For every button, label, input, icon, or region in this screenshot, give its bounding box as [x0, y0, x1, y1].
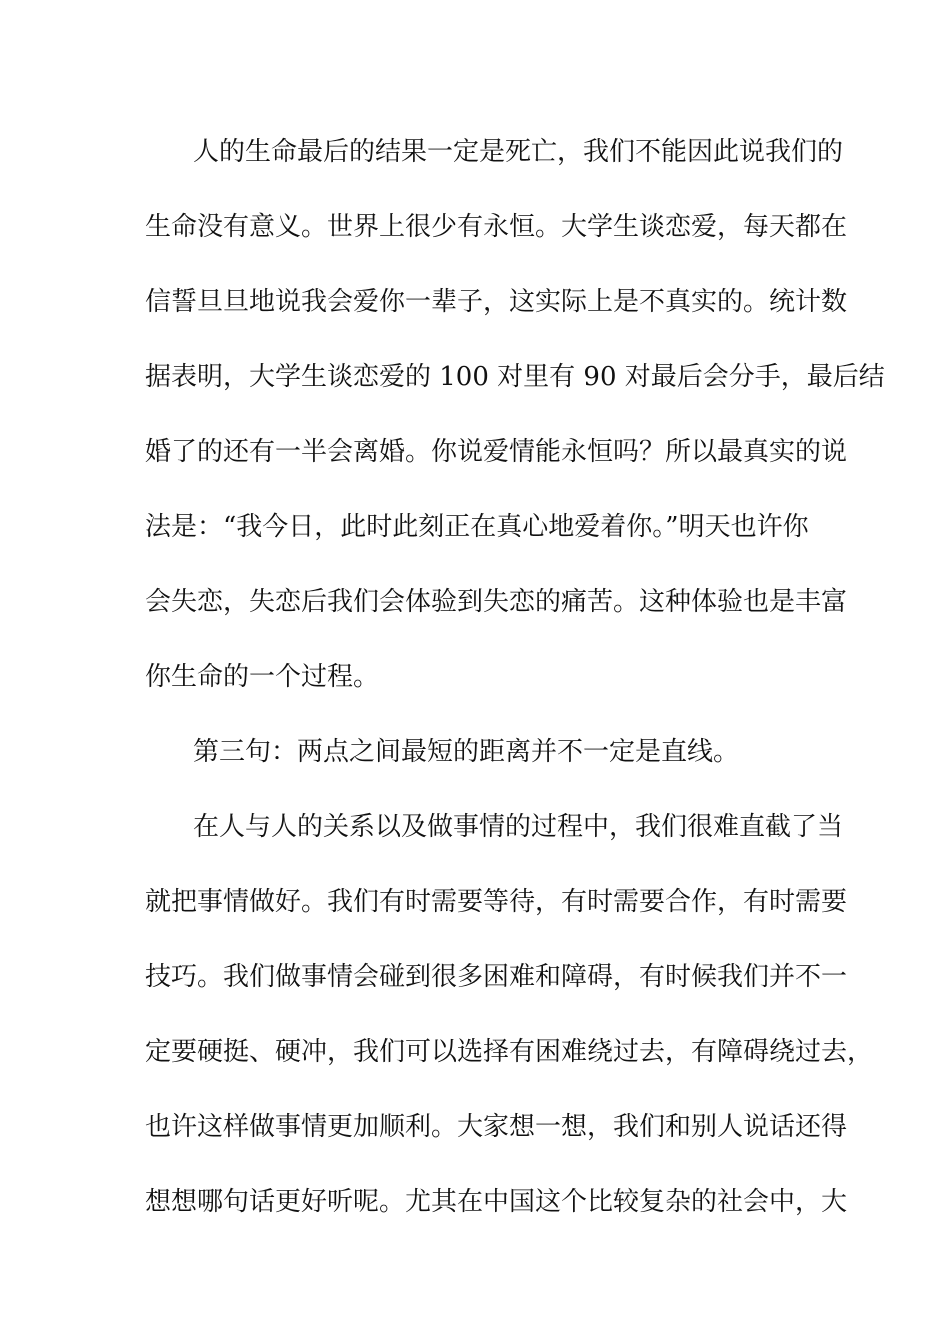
paragraph-2-line-4: 定要硬挺、硬冲，我们可以选择有困难绕过去，有障碍绕过去， [145, 1037, 874, 1067]
paragraph-1-line-2: 生命没有意义。世界上很少有永恒。大学生谈恋爱，每天都在 [145, 212, 848, 242]
paragraph-2-line-5: 也许这样做事情更加顺利。大家想一想，我们和别人说话还得 [145, 1112, 848, 1142]
section-heading: 第三句：两点之间最短的距离并不一定是直线。 [193, 737, 740, 767]
paragraph-1-line-3: 信誓旦旦地说我会爱你一辈子，这实际上是不真实的。统计数 [145, 287, 848, 317]
paragraph-1-line-1: 人的生命最后的结果一定是死亡，我们不能因此说我们的 [193, 137, 844, 167]
paragraph-2-line-1: 在人与人的关系以及做事情的过程中，我们很难直截了当 [193, 812, 844, 842]
paragraph-1-line-5: 婚了的还有一半会离婚。你说爱情能永恒吗？所以最真实的说 [145, 437, 848, 467]
paragraph-1-line-6: 法是：“我今日，此时此刻正在真心地爱着你。”明天也许你 [145, 512, 809, 542]
paragraph-2-line-3: 技巧。我们做事情会碰到很多困难和障碍，有时候我们并不一 [145, 962, 848, 992]
paragraph-2-line-2: 就把事情做好。我们有时需要等待，有时需要合作，有时需要 [145, 887, 848, 917]
paragraph-1-line-8: 你生命的一个过程。 [145, 662, 380, 692]
paragraph-2-line-6: 想想哪句话更好听呢。尤其在中国这个比较复杂的社会中，大 [145, 1187, 848, 1217]
paragraph-1-line-4: 据表明，大学生谈恋爱的 100 对里有 90 对最后会分手，最后结 [145, 362, 885, 392]
paragraph-1-line-7: 会失恋，失恋后我们会体验到失恋的痛苦。这种体验也是丰富 [145, 587, 848, 617]
